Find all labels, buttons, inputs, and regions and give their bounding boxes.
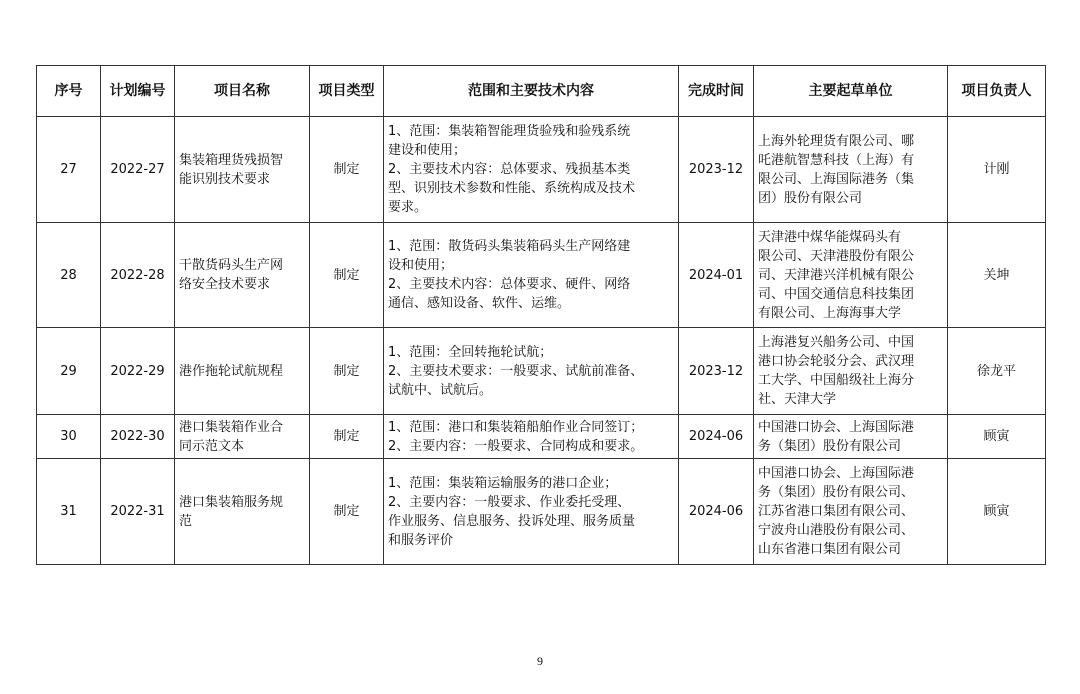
table-row: [37, 117, 1046, 223]
unit-line: 团）股份有限公司: [758, 190, 863, 206]
page-number: 9: [537, 654, 543, 668]
header-project-name: 项目名称: [175, 66, 310, 117]
name-line: 范: [179, 513, 193, 529]
unit-line: 限公司、天津港股份有限公: [758, 248, 915, 264]
scope-line: 要求。: [388, 200, 428, 215]
cell-scope: [384, 223, 679, 328]
cell-project-type: 制定: [310, 223, 384, 328]
cell-completion-time: 2024-06: [679, 415, 754, 459]
scope-line: 通信、感知设备、软件、运维。: [388, 296, 571, 311]
cell-project-type: 制定: [310, 459, 384, 565]
scope-line: 1、范围：全回转拖轮试航；: [388, 344, 553, 360]
cell-project-type: 制定: [310, 117, 384, 223]
cell-drafting-units: [754, 415, 948, 459]
scope-line: 2、主要技术内容：总体要求、硬件、网络: [388, 277, 631, 292]
name-line: 港口集装箱作业合: [179, 419, 284, 435]
unit-line: 山东省港口集团有限公司: [758, 542, 902, 557]
unit-line: 务（集团）股份有限公司、: [758, 485, 915, 500]
unit-line: 宁波舟山港股份有限公司、: [758, 523, 915, 538]
cell-seq: 27: [37, 117, 101, 223]
scope-line: 试航中、试航后。: [388, 382, 493, 398]
table-row: [37, 415, 1046, 459]
cell-completion-time: 2024-06: [679, 459, 754, 565]
scope-line: 2、主要内容：一般要求、合同构成和要求。: [388, 438, 644, 454]
cell-plan-no: 2022-31: [101, 459, 175, 565]
header-scope: 范围和主要技术内容: [384, 66, 679, 117]
cell-seq: 31: [37, 459, 101, 565]
unit-line: 上海港复兴船务公司、中国: [758, 335, 915, 350]
header-completion-time: 完成时间: [679, 66, 754, 117]
cell-project-leader: 徐龙平: [948, 328, 1046, 415]
unit-line: 天津港中煤华能煤码头有: [758, 229, 902, 245]
cell-completion-time: 2023-12: [679, 328, 754, 415]
name-line: 干散货码头生产网: [179, 258, 284, 273]
unit-line: 上海外轮理货有限公司、哪: [758, 133, 915, 149]
table-header-row: [37, 66, 1046, 117]
cell-plan-no: 2022-29: [101, 328, 175, 415]
scope-line: 2、主要内容：一般要求、作业委托受理、: [388, 494, 631, 510]
cell-project-leader: 计刚: [948, 117, 1046, 223]
cell-project-type: 制定: [310, 328, 384, 415]
scope-line: 型、识别技术参数和性能、系统构成及技术: [388, 181, 636, 196]
name-line: 络安全技术要求: [179, 277, 271, 292]
name-line: 港作拖轮试航规程: [179, 363, 284, 379]
scope-line: 1、范围：散货码头集装箱码头生产网络建: [388, 239, 631, 254]
cell-scope: [384, 328, 679, 415]
header-project-type: 项目类型: [310, 66, 384, 117]
scope-line: 作业服务、信息服务、投诉处理、服务质量: [388, 513, 636, 529]
cell-plan-no: 2022-28: [101, 223, 175, 328]
cell-project-leader: 顾寅: [948, 415, 1046, 459]
scope-line: 1、范围：港口和集装箱船舶作业合同签订；: [388, 419, 644, 435]
cell-completion-time: 2023-12: [679, 117, 754, 223]
cell-scope: [384, 117, 679, 223]
header-plan-no: 计划编号: [101, 66, 175, 117]
name-line: 集装箱理货残损智: [179, 152, 284, 168]
cell-project-name: [175, 328, 310, 415]
scope-line: 2、主要技术内容：总体要求、残损基本类: [388, 162, 631, 177]
cell-drafting-units: [754, 459, 948, 565]
cell-plan-no: 2022-27: [101, 117, 175, 223]
unit-line: 港口协会轮驳分会、武汉理: [758, 354, 915, 369]
unit-line: 中国港口协会、上海国际港: [758, 419, 915, 435]
cell-seq: 29: [37, 328, 101, 415]
unit-line: 中国港口协会、上海国际港: [758, 466, 915, 481]
cell-completion-time: 2024-01: [679, 223, 754, 328]
cell-project-type: 制定: [310, 415, 384, 459]
cell-project-name: [175, 223, 310, 328]
cell-project-name: [175, 415, 310, 459]
scope-line: 和服务评价: [388, 532, 454, 548]
cell-seq: 28: [37, 223, 101, 328]
scope-line: 1、范围：集装箱智能理货验残和验残系统: [388, 124, 631, 139]
unit-line: 有限公司、上海海事大学: [758, 305, 902, 321]
unit-line: 社、天津大学: [758, 392, 837, 407]
name-line: 同示范文本: [179, 438, 245, 454]
unit-line: 限公司、上海国际港务（集: [758, 171, 915, 187]
cell-drafting-units: [754, 223, 948, 328]
scope-line: 2、主要技术要求：一般要求、试航前准备、: [388, 363, 644, 379]
cell-drafting-units: [754, 117, 948, 223]
scope-line: 建设和使用；: [388, 143, 467, 158]
header-project-leader: 项目负责人: [948, 66, 1046, 117]
cell-plan-no: 2022-30: [101, 415, 175, 459]
unit-line: 吒港航智慧科技（上海）有: [758, 152, 915, 168]
unit-line: 工大学、中国船级社上海分: [758, 373, 915, 388]
unit-line: 司、天津港兴洋机械有限公: [758, 267, 915, 283]
cell-project-leader: 关坤: [948, 223, 1046, 328]
cell-seq: 30: [37, 415, 101, 459]
cell-scope: [384, 459, 679, 565]
header-seq: 序号: [37, 66, 101, 117]
scope-line: 1、范围：集装箱运输服务的港口企业；: [388, 475, 618, 491]
cell-scope: [384, 415, 679, 459]
header-drafting-units: 主要起草单位: [754, 66, 948, 117]
scope-line: 设和使用；: [388, 258, 454, 273]
table-row: [37, 223, 1046, 328]
cell-project-name: [175, 117, 310, 223]
table-row: [37, 328, 1046, 415]
table-row: [37, 459, 1046, 565]
cell-project-leader: 顾寅: [948, 459, 1046, 565]
unit-line: 江苏省港口集团有限公司、: [758, 504, 915, 519]
unit-line: 务（集团）股份有限公司: [758, 438, 902, 454]
name-line: 港口集装箱服务规: [179, 494, 284, 510]
name-line: 能识别技术要求: [179, 171, 271, 187]
unit-line: 司、中国交通信息科技集团: [758, 286, 915, 302]
standards-plan-table: [36, 65, 1046, 565]
cell-project-name: [175, 459, 310, 565]
cell-drafting-units: [754, 328, 948, 415]
